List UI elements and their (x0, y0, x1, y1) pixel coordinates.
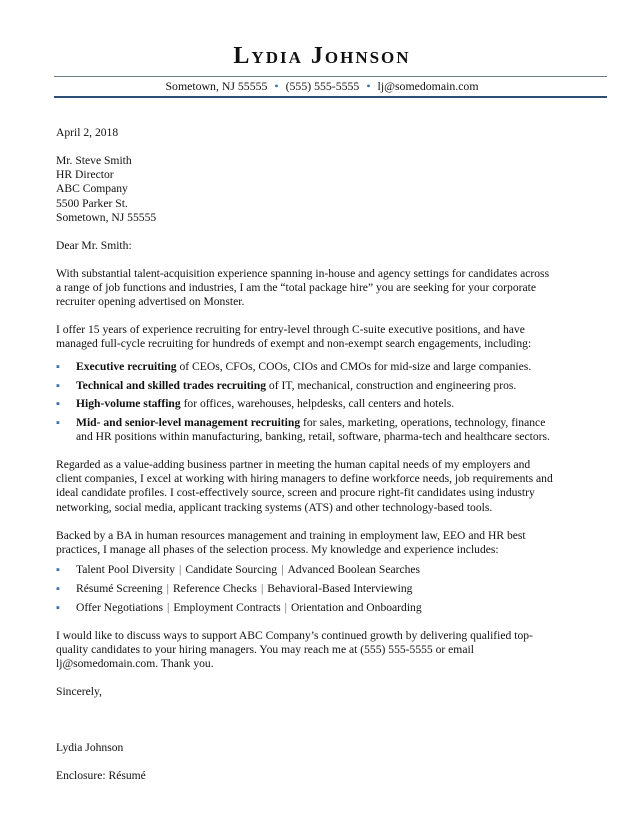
skill-separator: | (281, 563, 284, 576)
skill: Employment Contracts (173, 601, 281, 614)
highlight-bold: Technical and skilled trades recruiting (76, 378, 267, 392)
contact-email: lj@somedomain.com (377, 79, 479, 93)
list-item (56, 360, 592, 374)
skill-separator: | (167, 601, 170, 614)
paragraph-line: networking, social media, applicant tracking systems (ATS) and other technology-based tools. (56, 500, 493, 514)
bullet-separator: • (274, 79, 279, 93)
paragraph-line: managed full-cycle recruiting for hundreds of exempt and non-exempt search engagements, including: (56, 337, 532, 351)
paragraph-line: client companies, I excel at working with hiring managers to define workforce needs, job requirements and (56, 472, 553, 486)
signer-name: Lydia Johnson (56, 741, 124, 754)
recipient-name: Mr. Steve Smith (56, 154, 132, 167)
skill-separator: | (260, 582, 264, 595)
list-item (56, 563, 592, 577)
paragraph-line: recruiter opening advertised on Monster. (56, 295, 245, 309)
paragraph-line: a range of job functions and industries, I am the “total package hire” you are seeking for your corporate (56, 281, 536, 295)
paragraph-line: practices, I manage all phases of the selection process. My knowledge and experience includes: (56, 543, 499, 557)
paragraph-line: lj@somedomain.com. Thank you. (56, 657, 214, 671)
paragraph-line: ideal candidate profiles. I cost-effectively source, screen and procure right-fit candidates using industry (56, 486, 535, 500)
skill: Talent Pool Diversity (76, 563, 176, 576)
paragraph-line: Regarded as a value-adding business partner in meeting the human capital needs of my employers and (56, 458, 531, 471)
skills-list (56, 563, 592, 620)
skill: Offer Negotiations (76, 601, 164, 614)
highlight-bold: Mid- and senior-level management recruiting (76, 415, 301, 429)
salutation: Dear Mr. Smith: (56, 239, 132, 252)
paragraph-intro (56, 267, 592, 310)
skill: Behavioral-Based Interviewing (267, 582, 413, 595)
header-top-rule (54, 76, 607, 77)
skill: Reference Checks (172, 582, 257, 595)
closing: Sincerely, (56, 685, 102, 698)
applicant-name: Lydia Johnson (233, 43, 411, 69)
recipient-title: HR Director (56, 168, 114, 182)
contact-line (0, 79, 644, 93)
paragraph-line: With substantial talent-acquisition experience spanning in-house and agency settings for candidates across (56, 267, 550, 280)
skill-separator: | (179, 563, 182, 576)
bullet-separator: • (366, 79, 371, 93)
highlight-text: of IT, mechanical, construction and engineering pros. (266, 378, 517, 392)
paragraph-partner (56, 458, 592, 515)
highlight-text-continued: and HR positions within manufacturing, banking, retail, software, pharma-tech and healthcare sectors. (76, 429, 550, 443)
recipient-street: 5500 Parker St. (56, 196, 128, 210)
paragraph-education (56, 529, 592, 557)
enclosure-line: Enclosure: Résumé (56, 769, 146, 782)
skill: Advanced Boolean Searches (287, 563, 421, 576)
recipient-company: ABC Company (56, 182, 128, 196)
skill: Candidate Sourcing (185, 563, 278, 576)
contact-phone: (555) 555-5555 (285, 79, 360, 93)
paragraph-line: I would like to discuss ways to support ABC Company’s continued growth by delivering qualified top- (56, 629, 533, 642)
list-item (56, 601, 592, 615)
highlight-text: for sales, marketing, operations, technology, finance (300, 415, 546, 429)
letter-date: April 2, 2018 (56, 126, 119, 139)
paragraph-line: I offer 15 years of experience recruiting for entry-level through C-suite executive positions, and have (56, 323, 525, 336)
list-item (56, 582, 592, 596)
recipient-address (56, 154, 592, 225)
highlight-text: of CEOs, CFOs, COOs, CIOs and CMOs for mid-size and large companies. (176, 360, 532, 373)
skill-separator: | (284, 601, 287, 614)
highlight-bold: Executive recruiting (76, 360, 177, 373)
highlight-bold: High-volume staffing (76, 397, 181, 411)
recipient-city: Sometown, NJ 55555 (56, 210, 157, 224)
list-item (56, 416, 592, 444)
list-item (56, 397, 592, 411)
paragraph-experience (56, 323, 592, 351)
skill: Résumé Screening (76, 582, 163, 595)
highlight-text: for offices, warehouses, helpdesks, call centers and hotels. (180, 397, 455, 411)
contact-address: Sometown, NJ 55555 (165, 79, 268, 93)
paragraph-line: Backed by a BA in human resources management and training in employment law, EEO and HR best (56, 529, 526, 542)
header-bottom-rule (54, 96, 607, 98)
paragraph-closing (56, 629, 592, 672)
list-item (56, 379, 592, 393)
skill: Orientation and Onboarding (290, 601, 422, 614)
paragraph-line: quality candidates to your hiring managers. You may reach me at (555) 555-5555 or email (56, 643, 474, 657)
highlights-list (56, 360, 592, 449)
skill-separator: | (166, 582, 169, 595)
